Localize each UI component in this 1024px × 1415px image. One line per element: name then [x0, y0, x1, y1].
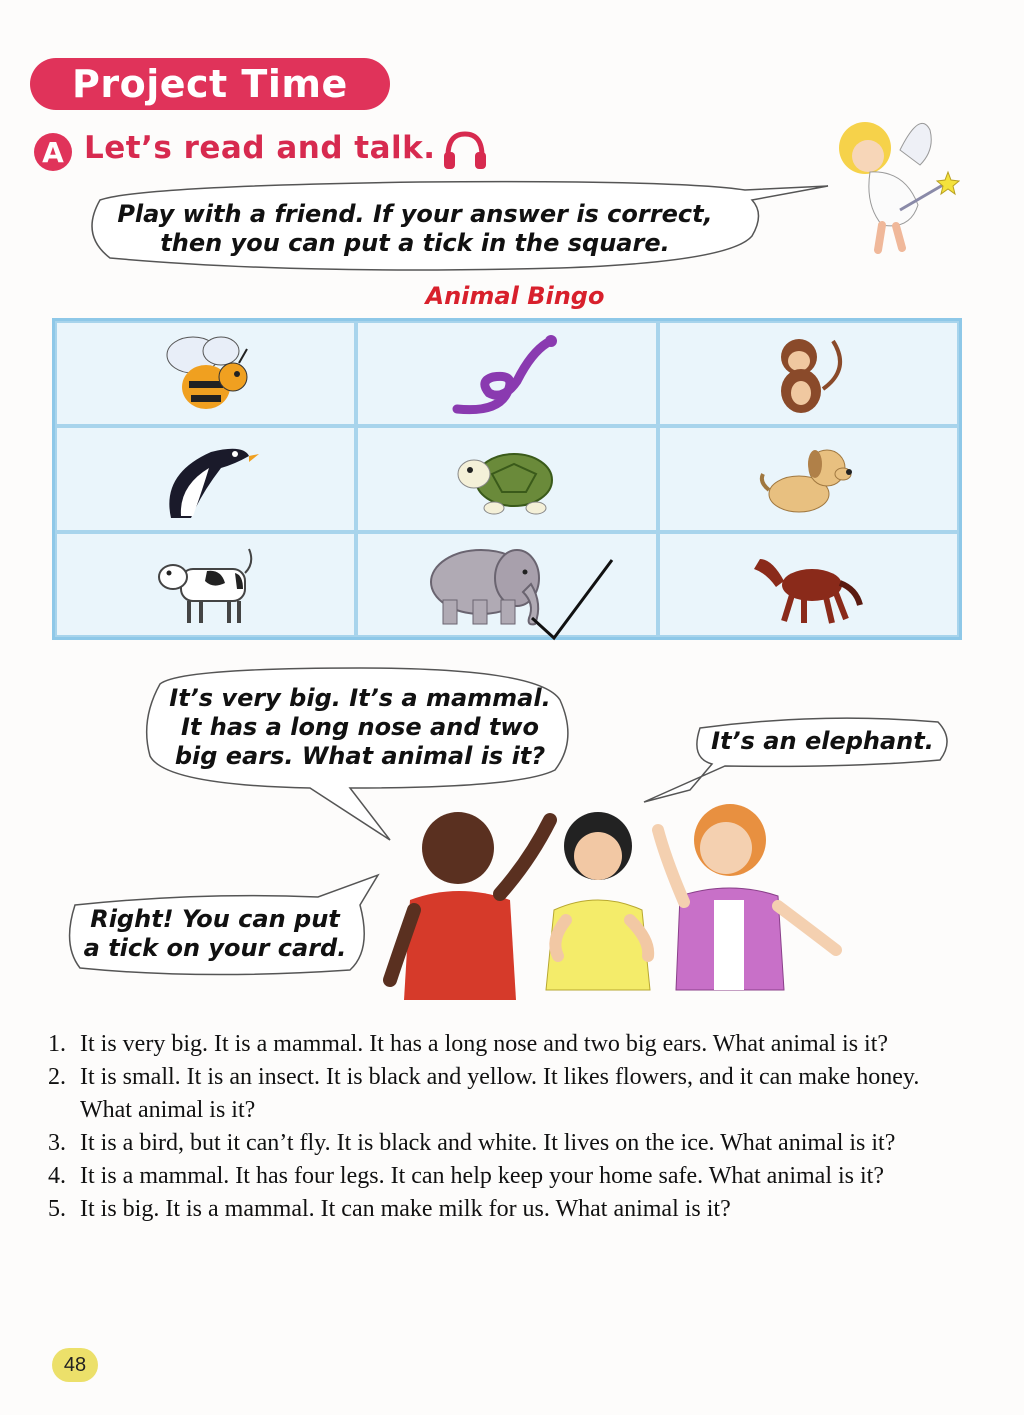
- bingo-cell-dog[interactable]: [658, 426, 959, 531]
- bingo-cell-turtle[interactable]: [356, 426, 657, 531]
- instruction-bubble-text: [85, 200, 745, 258]
- question-text: It is very big. It is a mammal. It has a long nose and two big ears. What animal is it?: [80, 1031, 889, 1057]
- questions-list: [48, 1028, 968, 1226]
- question-number: 3.: [48, 1130, 66, 1156]
- question-text: It is big. It is a mammal. It can make milk for us. What animal is it?: [80, 1196, 731, 1222]
- bingo-grid: [52, 318, 962, 640]
- bingo-cell-bee[interactable]: [55, 321, 356, 426]
- bingo-title: Animal Bingo: [425, 282, 605, 310]
- reply-line-1: Right! You can put: [90, 905, 340, 933]
- monkey-icon: [763, 329, 853, 419]
- snake-icon: [447, 329, 567, 419]
- bingo-cell-elephant[interactable]: [356, 532, 657, 637]
- question-text: It is a mammal. It has four legs. It can help keep your home safe. What animal is it?: [80, 1163, 884, 1189]
- cow-icon: [151, 539, 261, 629]
- question-number: 5.: [48, 1196, 66, 1222]
- bingo-cell-monkey[interactable]: [658, 321, 959, 426]
- question-line-3: big ears. What animal is it?: [174, 742, 546, 770]
- question-item: [48, 1127, 968, 1160]
- question-line-1: It’s very big. It’s a mammal.: [169, 684, 551, 712]
- question-bubble-text: [150, 684, 570, 771]
- section-heading: Let’s read and talk.: [84, 130, 436, 166]
- bingo-cell-horse[interactable]: [658, 532, 959, 637]
- section-letter-badge: A: [34, 133, 72, 171]
- angel-illustration: [830, 110, 960, 260]
- question-line-2: It has a long nose and two: [180, 713, 539, 741]
- horse-icon: [748, 539, 868, 629]
- reply-line-2: a tick on your card.: [83, 934, 347, 962]
- instruction-line-1: Play with a friend. If your answer is correct,: [117, 200, 713, 228]
- bee-icon: [151, 329, 261, 419]
- question-item: [48, 1028, 968, 1061]
- question-text: It is a bird, but it can’t fly. It is black and white. It lives on the ice. What animal is it?: [80, 1130, 896, 1156]
- question-item: [48, 1061, 968, 1127]
- question-number: 2.: [48, 1064, 66, 1090]
- question-number: 1.: [48, 1031, 66, 1057]
- bingo-cell-penguin[interactable]: [55, 426, 356, 531]
- question-item: [48, 1160, 968, 1193]
- penguin-icon: [151, 434, 261, 524]
- question-text: It is small. It is an insect. It is black and yellow. It likes flowers, and it can make honey. What animal is it?: [80, 1064, 920, 1123]
- question-number: 4.: [48, 1163, 66, 1189]
- page-title: Project Time: [30, 58, 390, 110]
- instruction-line-2: then you can put a tick in the square.: [160, 229, 670, 257]
- dog-icon: [753, 434, 863, 524]
- turtle-icon: [452, 434, 562, 524]
- answer-bubble-text: It’s an elephant.: [711, 727, 934, 755]
- question-item: [48, 1193, 968, 1226]
- bingo-cell-snake[interactable]: [356, 321, 657, 426]
- tick-mark-icon: [528, 554, 618, 644]
- reply-bubble-text: [70, 905, 360, 963]
- page-number: 48: [52, 1348, 98, 1382]
- bingo-cell-cow[interactable]: [55, 532, 356, 637]
- children-illustration: [380, 790, 850, 1000]
